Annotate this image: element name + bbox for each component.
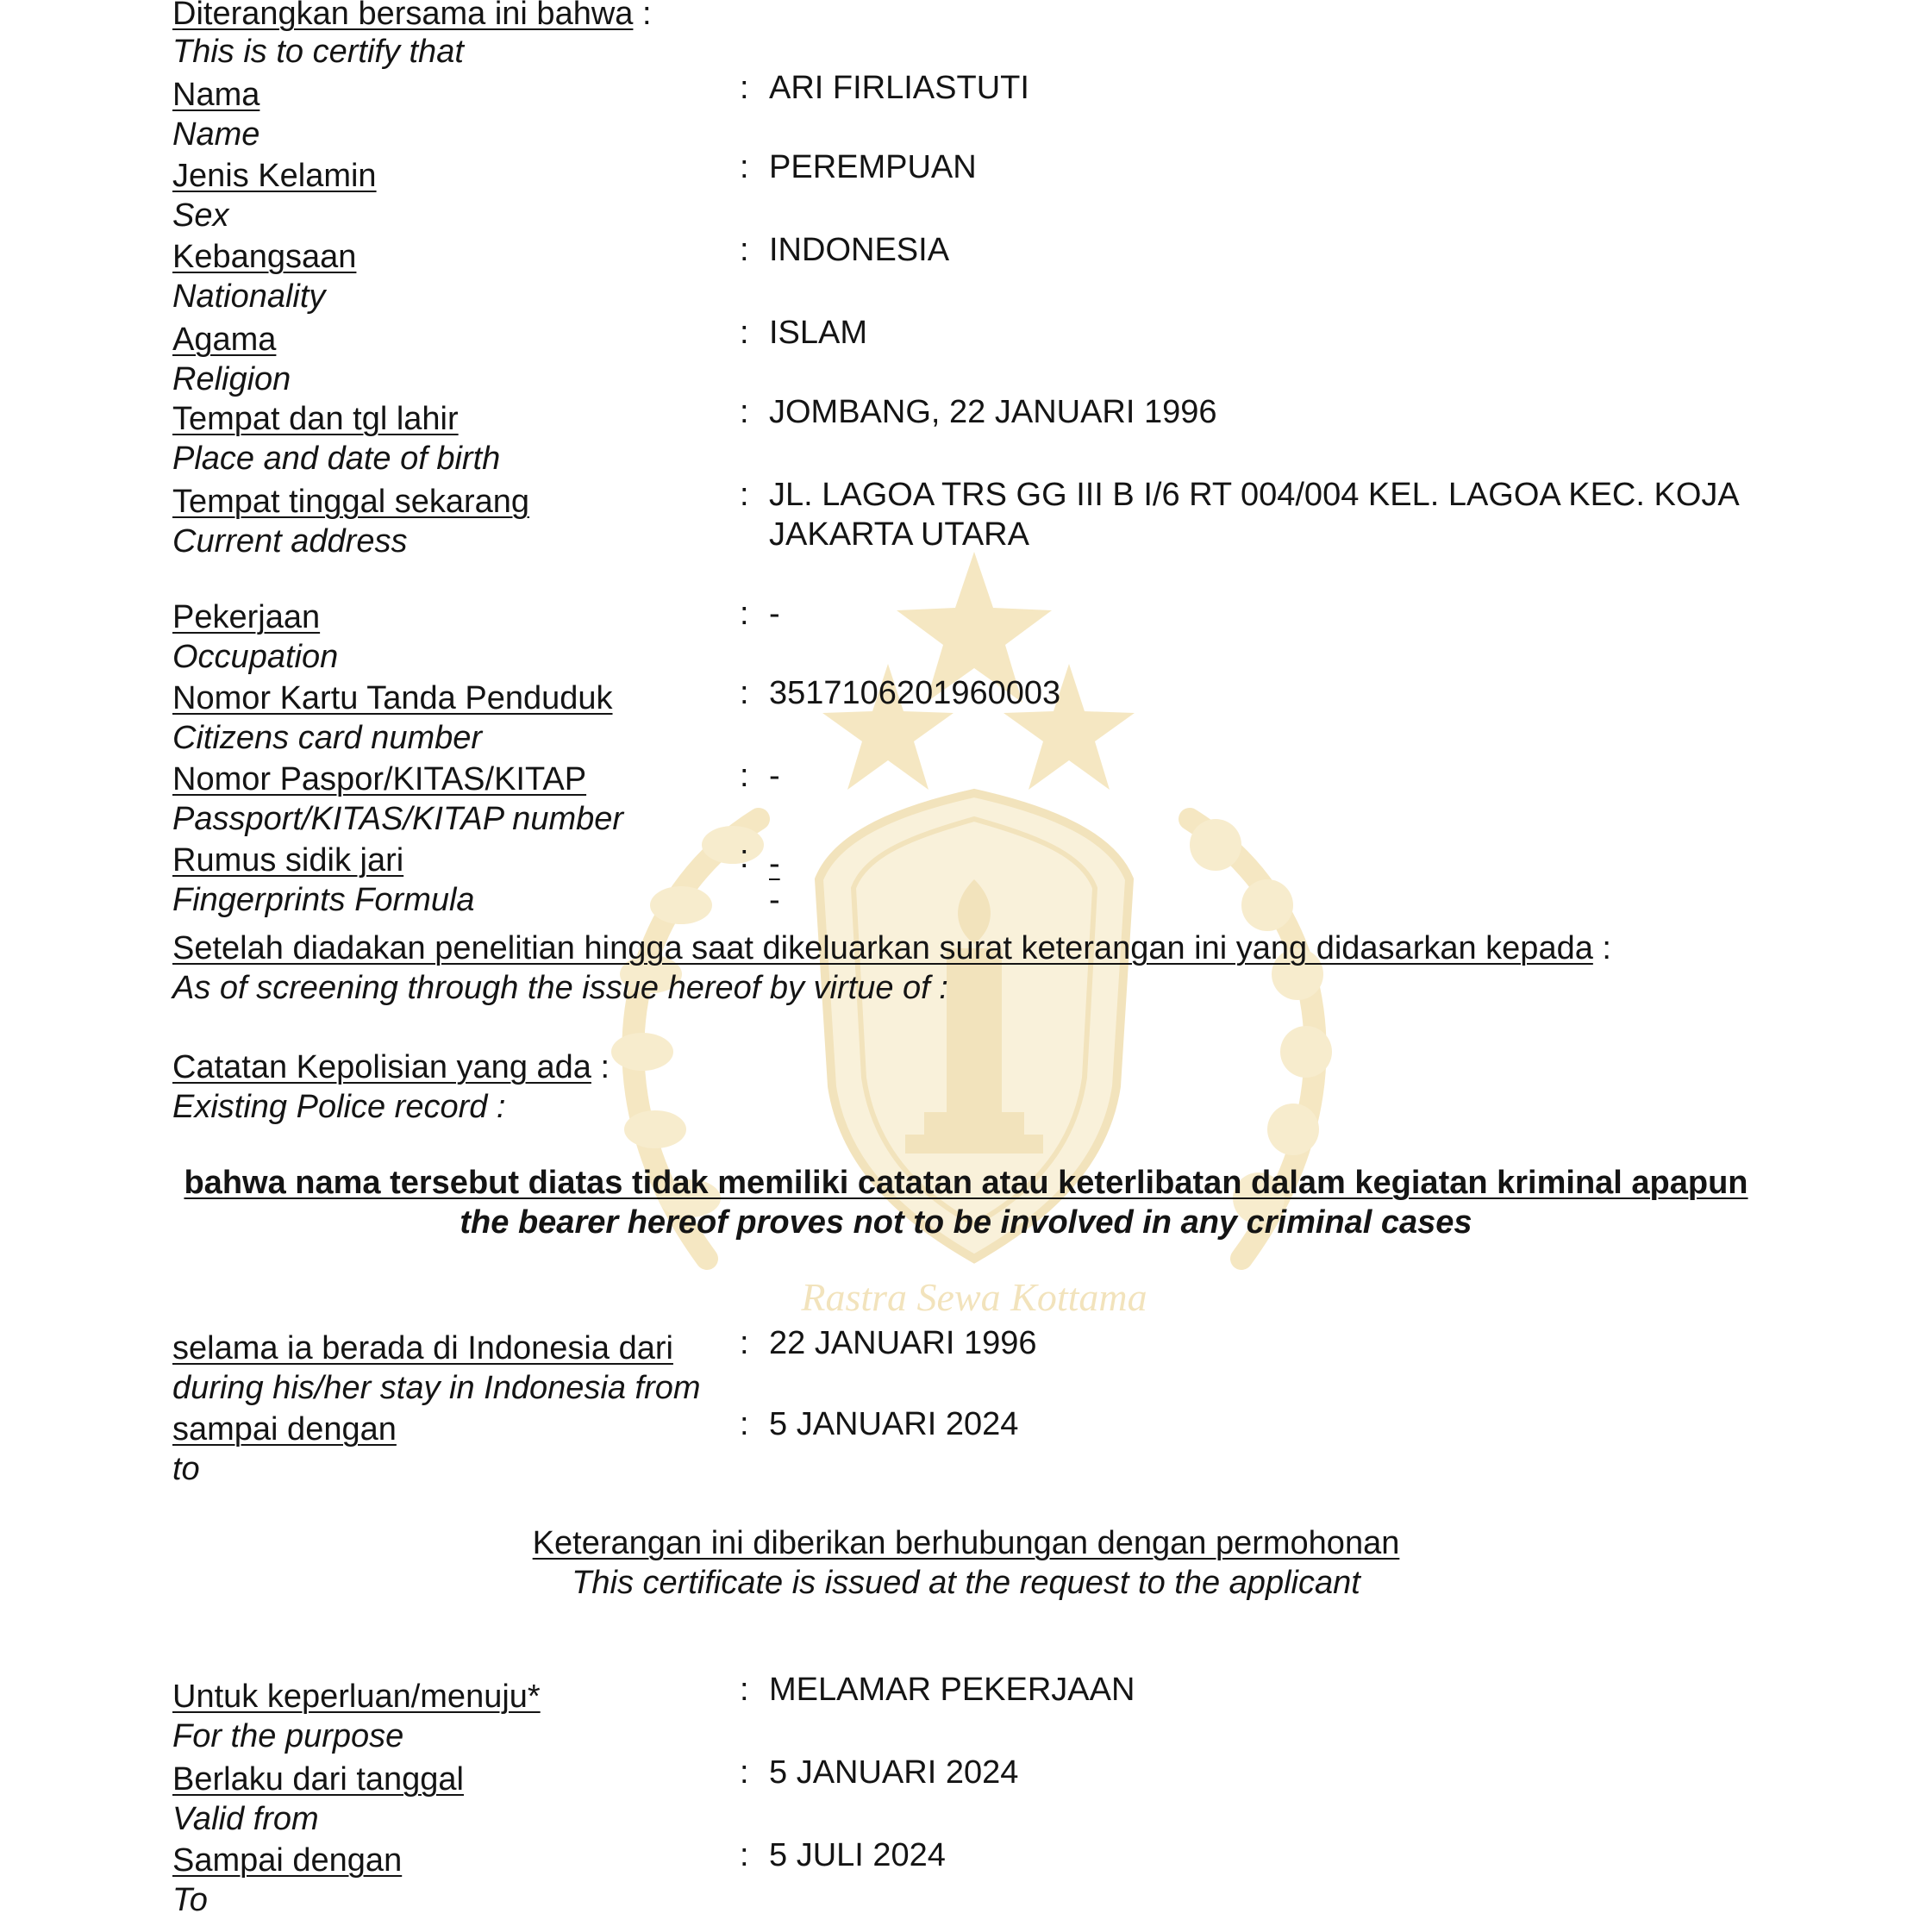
separator: :: [740, 315, 749, 351]
screening-line: [172, 929, 1611, 967]
separator: :: [740, 70, 749, 106]
value-name: ARI FIRLIASTUTI: [769, 70, 1029, 106]
value-fingerprint-line2: -: [769, 882, 780, 918]
label-nationality-id: Kebangsaan: [172, 239, 357, 275]
separator: :: [740, 596, 749, 632]
label-passport-id: Nomor Paspor/KITAS/KITAP: [172, 761, 587, 797]
stay-from-label-id: selama ia berada di Indonesia dari: [172, 1330, 673, 1366]
stay-from-value: 22 JANUARI 1996: [769, 1325, 1037, 1361]
screening-en: As of screening through the issue hereof by virtue of :: [172, 970, 948, 1006]
label-religion-id: Agama: [172, 322, 277, 358]
label-birth-en: Place and date of birth: [172, 441, 501, 477]
valid-from-label-id: Berlaku dari tanggal: [172, 1761, 464, 1798]
label-name-en: Name: [172, 116, 260, 153]
value-address-line2: JAKARTA UTARA: [769, 516, 1029, 553]
value-birth: JOMBANG, 22 JANUARI 1996: [769, 394, 1217, 430]
label-nationality-en: Nationality: [172, 278, 326, 315]
police-record-line: [172, 1048, 610, 1086]
purpose-label-id: Untuk keperluan/menuju*: [172, 1679, 541, 1715]
valid-to-label-en: To: [172, 1882, 208, 1918]
stay-to-value: 5 JANUARI 2024: [769, 1406, 1019, 1442]
stay-to-label-en: to: [172, 1451, 200, 1487]
value-fingerprint-line1: -: [769, 846, 780, 882]
separator: :: [740, 394, 749, 430]
request-id: Keterangan ini diberikan berhubungan dengan permohonan: [532, 1525, 1400, 1561]
label-religion-en: Religion: [172, 361, 291, 397]
police-record-id: Catatan Kepolisian yang ada: [172, 1049, 591, 1085]
screening-colon: :: [1602, 930, 1611, 966]
separator: :: [740, 1754, 749, 1791]
value-sex: PEREMPUAN: [769, 149, 977, 185]
value-passport: -: [769, 758, 780, 794]
separator: :: [740, 758, 749, 794]
intro-en: This is to certify that: [172, 34, 464, 70]
stay-to-label-id: sampai dengan: [172, 1411, 397, 1447]
purpose-label-en: For the purpose: [172, 1718, 404, 1754]
valid-to-label-id: Sampai dengan: [172, 1842, 403, 1879]
label-address-en: Current address: [172, 523, 408, 560]
label-occupation-en: Occupation: [172, 639, 339, 675]
intro-colon: :: [641, 0, 652, 32]
label-citizen-card-id: Nomor Kartu Tanda Penduduk: [172, 680, 613, 716]
label-sex-en: Sex: [172, 197, 229, 234]
value-occupation: -: [769, 596, 780, 632]
label-citizen-card-en: Citizens card number: [172, 720, 483, 756]
statement-id: bahwa nama tersebut diatas tidak memiliki catatan atau keterlibatan dalam kegiatan kriminal apapun: [184, 1165, 1748, 1201]
screening-id: Setelah diadakan penelitian hingga saat dikeluarkan surat keterangan ini yang didasarkan kepada: [172, 930, 1593, 966]
value-address-line1: JL. LAGOA TRS GG III B I/6 RT 004/004 KEL. LAGOA KEC. KOJA: [769, 477, 1740, 513]
separator: :: [740, 149, 749, 185]
value-citizen-card: 3517106201960003: [769, 675, 1061, 711]
valid-from-value: 5 JANUARI 2024: [769, 1754, 1019, 1791]
label-address-id: Tempat tinggal sekarang: [172, 484, 530, 520]
label-occupation-id: Pekerjaan: [172, 599, 321, 635]
label-passport-en: Passport/KITAS/KITAP number: [172, 801, 624, 837]
separator: :: [740, 839, 749, 875]
label-birth-id: Tempat dan tgl lahir: [172, 401, 459, 437]
valid-from-label-en: Valid from: [172, 1801, 319, 1837]
separator: :: [740, 232, 749, 268]
intro-line: [172, 0, 652, 33]
emblem-motto: Rastra Sewa Kottama: [801, 1275, 1147, 1319]
valid-to-value: 5 JULI 2024: [769, 1837, 946, 1873]
value-nationality: INDONESIA: [769, 232, 950, 268]
purpose-value: MELAMAR PEKERJAAN: [769, 1672, 1135, 1708]
separator: :: [740, 477, 749, 513]
police-record-en: Existing Police record :: [172, 1089, 506, 1125]
label-fingerprint-en: Fingerprints Formula: [172, 882, 475, 918]
police-record-colon: :: [600, 1049, 610, 1085]
stay-from-label-en: during his/her stay in Indonesia from: [172, 1370, 701, 1406]
statement-en: the bearer hereof proves not to be involved in any criminal cases: [460, 1204, 1472, 1241]
label-fingerprint-id: Rumus sidik jari: [172, 842, 404, 878]
separator: :: [740, 1672, 749, 1708]
intro-id: Diterangkan bersama ini bahwa: [172, 0, 634, 32]
separator: :: [740, 1837, 749, 1873]
separator: :: [740, 1406, 749, 1442]
separator: :: [740, 675, 749, 711]
value-religion: ISLAM: [769, 315, 868, 351]
separator: :: [740, 1325, 749, 1361]
request-en: This certificate is issued at the request to the applicant: [572, 1565, 1360, 1601]
label-sex-id: Jenis Kelamin: [172, 158, 377, 194]
label-name-id: Nama: [172, 77, 260, 113]
